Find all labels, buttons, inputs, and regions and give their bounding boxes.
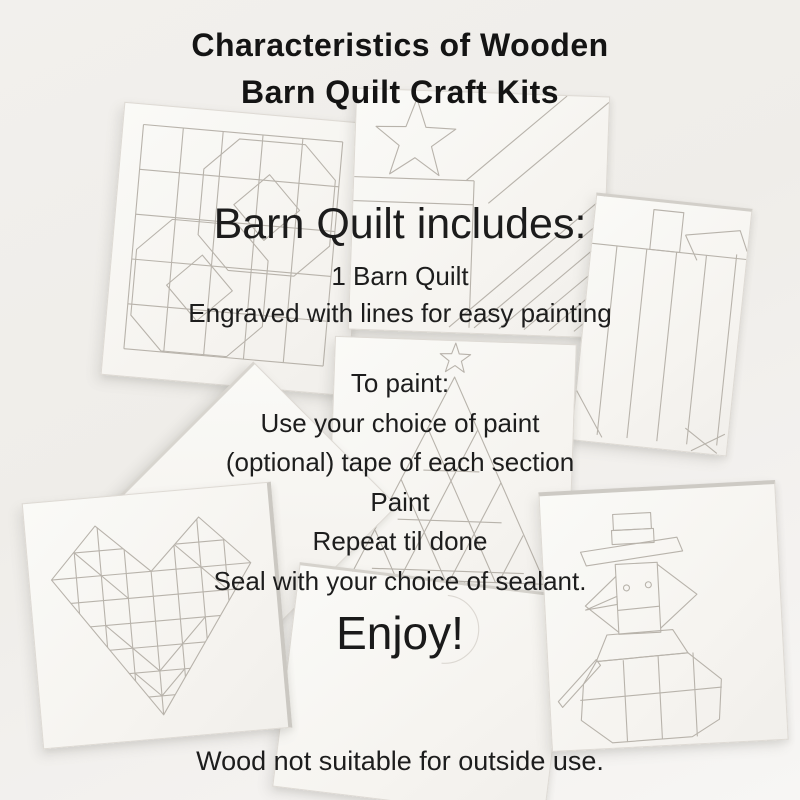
paint-step: Paint [370, 486, 430, 517]
paint-heading: To paint: [350, 368, 450, 398]
paint-step: Use your choice of paint [260, 407, 540, 438]
footer-note: Wood not suitable for outside use. [196, 746, 604, 776]
page-title [0, 22, 800, 116]
includes-item: Engraved with lines for easy painting [188, 298, 612, 328]
paint-step: (optional) tape of each section [225, 447, 575, 477]
paint-step: Repeat til done [312, 526, 488, 556]
includes-heading: Barn Quilt includes: [213, 200, 587, 248]
includes-item: 1 Barn Quilt [331, 261, 469, 291]
paint-instructions [0, 364, 800, 601]
paint-step: Seal with your choice of sealant. [213, 565, 587, 596]
enjoy-text: Enjoy! [336, 607, 464, 659]
title-line-2: Barn Quilt Craft Kits [240, 74, 560, 110]
title-line-1: Characteristics of Wooden [191, 27, 609, 63]
